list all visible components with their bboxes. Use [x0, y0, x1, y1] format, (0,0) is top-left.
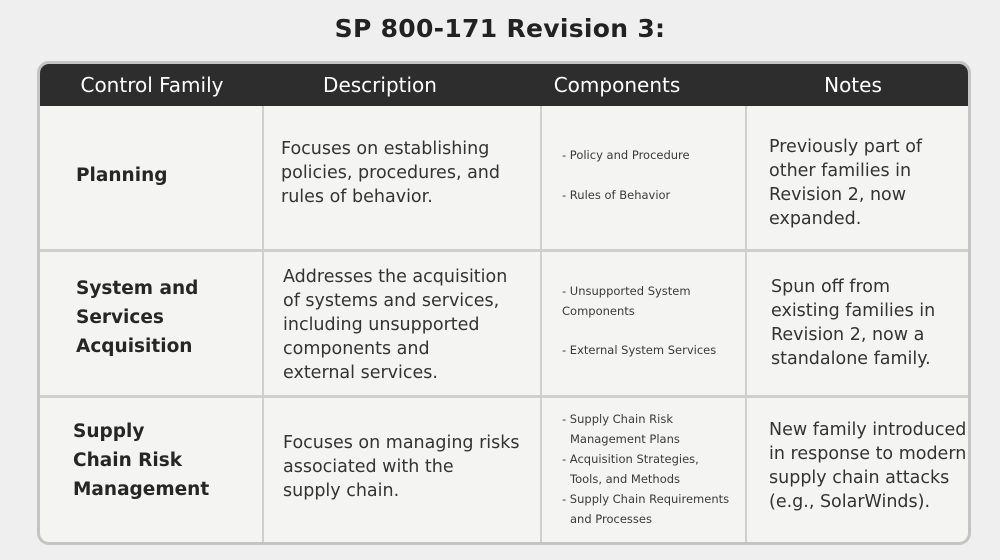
description-line: associated with the — [283, 457, 454, 477]
row-planning-notes — [769, 135, 922, 231]
note-line: existing families in — [771, 301, 936, 321]
description-line: of systems and services, — [283, 291, 500, 311]
controls-table — [37, 61, 971, 545]
note-line: Spun off from — [771, 277, 891, 297]
component-line: - Unsupported System — [562, 284, 691, 298]
column-divider — [745, 106, 747, 542]
row-planning-description — [281, 137, 500, 209]
row-divider — [40, 249, 968, 252]
family-line: Supply — [73, 421, 145, 442]
table-header — [40, 64, 968, 106]
row-planning-components — [562, 145, 690, 205]
family-line: Planning — [76, 165, 168, 186]
row-acquisition-description — [283, 265, 507, 385]
note-line: supply chain attacks — [769, 468, 950, 488]
note-line: (e.g., SolarWinds). — [769, 492, 931, 512]
header-control-family: Control Family — [80, 73, 224, 97]
row-acquisition-notes — [771, 275, 935, 371]
description-line: external services. — [283, 363, 438, 383]
component-line: Management Plans — [570, 432, 680, 446]
component-line: - Policy and Procedure — [562, 148, 690, 162]
header-notes: Notes — [824, 73, 882, 97]
note-line: expanded. — [769, 209, 862, 229]
family-line: Chain Risk — [73, 450, 183, 471]
note-line: Previously part of — [769, 137, 923, 157]
row-supply-chain-components — [562, 409, 729, 529]
component-line: and Processes — [570, 512, 652, 526]
note-line: New family introduced — [769, 420, 967, 440]
column-divider — [540, 106, 542, 542]
note-line: other families in — [769, 161, 912, 181]
row-divider — [40, 395, 968, 398]
component-line: - Supply Chain Requirements — [562, 492, 730, 506]
note-line: standalone family. — [771, 349, 931, 369]
row-supply-chain-family — [73, 417, 209, 504]
header-description: Description — [323, 73, 437, 97]
row-supply-chain-description — [283, 431, 520, 503]
description-line: rules of behavior. — [281, 187, 433, 207]
description-line: Addresses the acquisition — [283, 267, 508, 287]
note-line: in response to modern — [769, 444, 967, 464]
header-components: Components — [553, 73, 681, 97]
description-line: supply chain. — [283, 481, 400, 501]
note-line: Revision 2, now — [769, 185, 907, 205]
family-line: Acquisition — [76, 336, 193, 357]
description-line: components and — [283, 339, 430, 359]
component-line: - Supply Chain Risk — [562, 412, 673, 426]
description-line: policies, procedures, and — [281, 163, 500, 183]
component-line: Components — [562, 304, 635, 318]
component-line: Tools, and Methods — [570, 472, 681, 486]
row-acquisition-family — [76, 274, 198, 361]
component-line: - Rules of Behavior — [562, 188, 671, 202]
row-acquisition-components — [562, 281, 716, 360]
family-line: Management — [73, 479, 210, 500]
description-line: Focuses on establishing — [281, 139, 490, 159]
column-divider — [262, 106, 264, 542]
row-supply-chain-notes — [769, 418, 966, 514]
note-line: Revision 2, now a — [771, 325, 925, 345]
description-line: including unsupported — [283, 315, 480, 335]
description-line: Focuses on managing risks — [283, 433, 520, 453]
family-line: System and — [76, 278, 199, 299]
page-title: SP 800-171 Revision 3: — [334, 14, 666, 43]
family-line: Services — [76, 307, 164, 328]
component-line: - Acquisition Strategies, — [562, 452, 699, 466]
row-planning-family — [76, 161, 167, 190]
component-line: - External System Services — [562, 343, 717, 357]
